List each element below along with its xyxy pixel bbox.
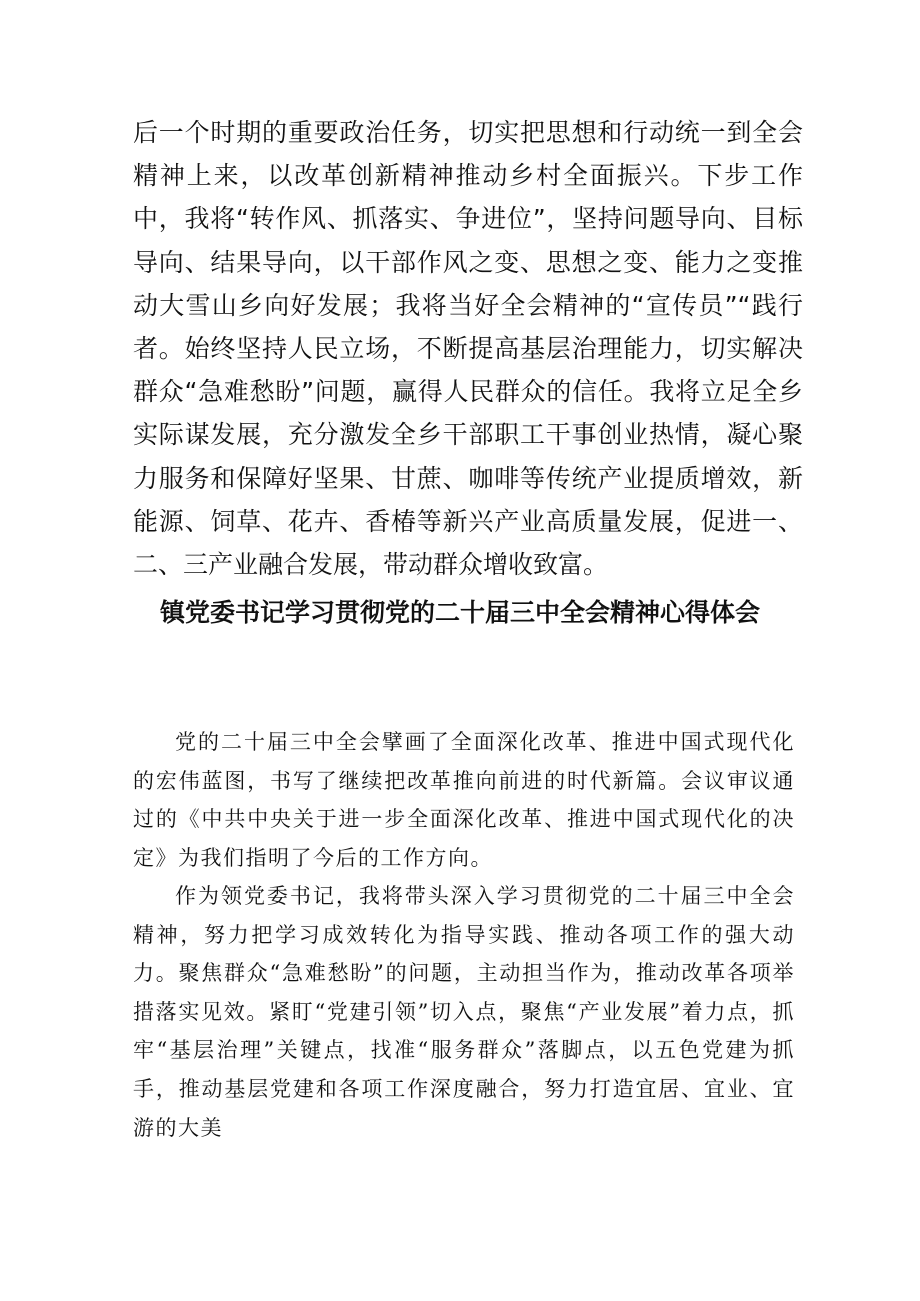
section-title: 镇党委书记学习贯彻党的二十届三中全会精神心得体会	[159, 598, 760, 627]
continuation-paragraph: 后一个时期的重要政治任务，切实把思想和行动统一到全会精神上来，以改革创新精神推动乡村全面振兴。下步工作中，我将“转作风、抓落实、争进位”，坚持问题导向、目标导向、结果导向，以干部作风之变、思想之变、能力之变推动大雪山乡向好发展；我将当好全会精神的“宣传员”“践行者。始终坚持人民立场，不断提高基层治理能力，切实解决群众“急难愁盼”问题，赢得人民群众的信任。我将立足全乡实际谋发展，充分激发全乡干部职工干事创业热情，凝心聚力服务和保障好坚果、甘蔗、咖啡等传统产业提质增效，新能源、饲草、花卉、香椿等新兴产业高质量发展，促进一、二、三产业融合发展，带动群众增收致富。	[133, 118, 803, 580]
body-paragraph-1: 党的二十届三中全会擘画了全面深化改革、推进中国式现代化的宏伟蓝图，书写了继续把改革推向前进的时代新篇。会议审议通过的《中共中央关于进一步全面深化改革、推进中国式现代化的决定》为我们指明了今后的工作方向。	[133, 730, 795, 870]
body-paragraph-2: 作为领党委书记，我将带头深入学习贯彻党的二十届三中全会精神，努力把学习成效转化为指导实践、推动各项工作的强大动力。聚焦群众“急难愁盼”的问题，主动担当作为，推动改革各项举措落实见效。紧盯“党建引领”切入点，聚焦“产业发展”着力点，抓牢“基层治理”关键点，找准“服务群众”落脚点，以五色党建为抓手，推动基层党建和各项工作深度融合，努力打造宜居、宜业、宜游的大美	[133, 884, 795, 1140]
